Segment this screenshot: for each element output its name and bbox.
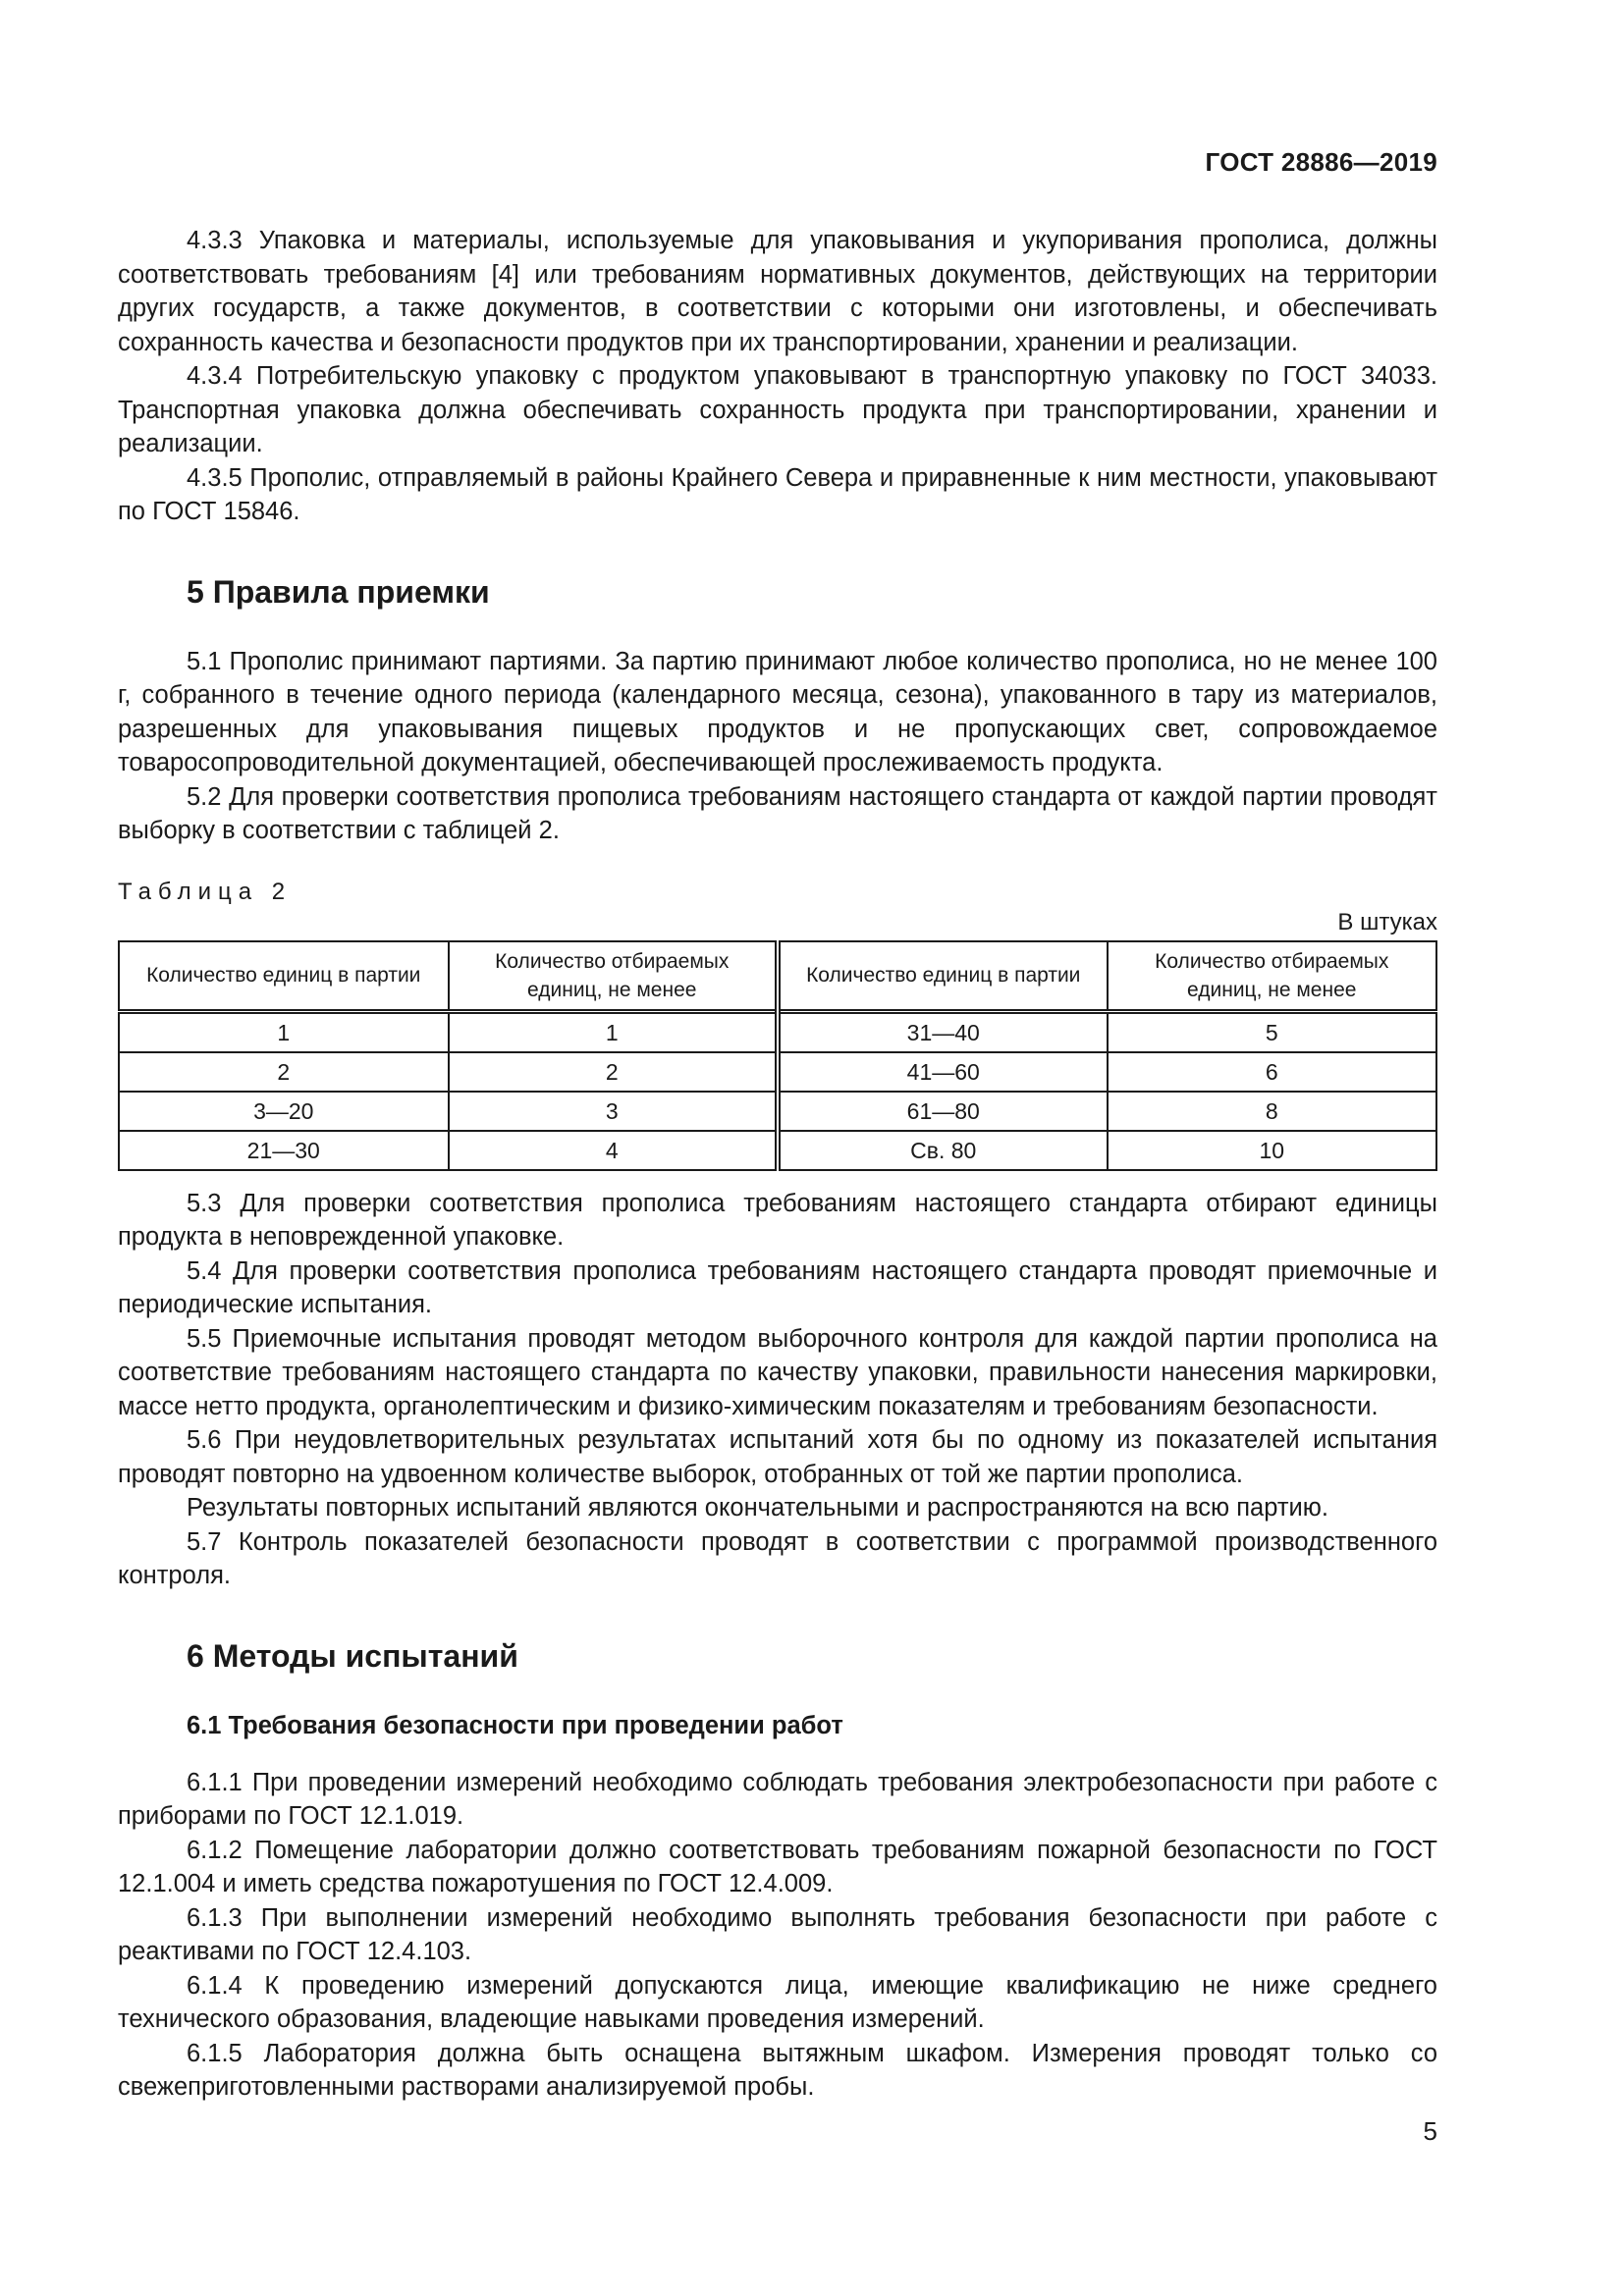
table-caption: Таблица 2 [118, 878, 293, 905]
page-content [118, 224, 1437, 2105]
table-cell: 2 [119, 1052, 449, 1092]
paragraph-6-1-4: 6.1.4 К проведению измерений допускаются лица, имеющие квалификацию не ниже среднего технического образования, владеющие навыками проведения измерений. [118, 1971, 1437, 2033]
paragraph-5-4: 5.4 Для проверки соответствия прополиса требованиям настоящего стандарта проводят приемочные и периодические испытания. [118, 1256, 1437, 1318]
table-cell: 5 [1108, 1011, 1437, 1052]
section-5-heading: 5 Правила приемки [187, 573, 490, 610]
paragraph-6-1-2: 6.1.2 Помещение лаборатории должно соответствовать требованиям пожарной безопасности по ГОСТ 12.1.004 и иметь средства пожаротушения по ГОСТ 12.4.009. [118, 1836, 1437, 1897]
table-units: В штуках [1337, 908, 1437, 935]
paragraph-5-7: 5.7 Контроль показателей безопасности проводят в соответствии с программой производственного контроля. [118, 1527, 1437, 1589]
page-number: 5 [1423, 2116, 1437, 2146]
table-cell: 61—80 [778, 1092, 1108, 1131]
table-cell: 1 [119, 1011, 449, 1052]
paragraph-5-1: 5.1 Прополис принимают партиями. За партию принимают любое количество прополиса, но не менее 100 г, собранного в течение одного периода (календарного месяца, сезона), упакованного в тару из материалов, разрешенных для упаковывания пищевых продуктов и не пропускающих свет, сопровождаемое товаросопроводительной документацией, обеспечивающей прослеживаемость продукта. [118, 647, 1437, 776]
table-cell: 31—40 [778, 1011, 1108, 1052]
sampling-table [118, 940, 1437, 1171]
subsection-6-1-heading: 6.1 Требования безопасности при проведении работ [187, 1711, 843, 1739]
table-cell: 3 [449, 1092, 779, 1131]
table-header-cell: Количество единиц в партии [119, 941, 449, 1012]
paragraph-5-6: 5.6 При неудовлетворительных результатах испытаний хотя бы по одному из показателей испытания проводят повторно на удвоенном количестве выборок, отобранных от той же партии прополиса. [118, 1426, 1437, 1488]
standard-code-header: ГОСТ 28886—2019 [1205, 147, 1437, 177]
paragraph-4-3-3: 4.3.3 Упаковка и материалы, используемые для упаковывания и укупоривания прополиса, должны соответствовать требованиям [4] или требованиям нормативных документов, действующих на территории других государств, а также документов, в соответствии с которыми они изготовлены, и обеспечивать сохранность качества и безопасности продуктов при их транспортировании, хранении и реализации. [118, 227, 1437, 356]
table-cell: 10 [1108, 1131, 1437, 1170]
paragraph-5-6-results: Результаты повторных испытаний являются окончательными и распространяются на всю партию. [187, 1494, 1328, 1522]
table-cell: 3—20 [119, 1092, 449, 1131]
paragraph-6-1-5: 6.1.5 Лаборатория должна быть оснащена вытяжным шкафом. Измерения проводят только со свежеприготовленными растворами анализируемой пробы. [118, 2039, 1437, 2101]
table-row [119, 1131, 1436, 1170]
paragraph-4-3-5: 4.3.5 Прополис, отправляемый в районы Крайнего Севера и приравненные к ним местности, упаковывают по ГОСТ 15846. [118, 463, 1437, 525]
paragraph-5-2: 5.2 Для проверки соответствия прополиса требованиям настоящего стандарта от каждой партии проводят выборку в соответствии с таблицей 2. [118, 782, 1437, 844]
table-cell: 41—60 [778, 1052, 1108, 1092]
paragraph-6-1-3: 6.1.3 При выполнении измерений необходимо выполнять требования безопасности при работе с реактивами по ГОСТ 12.4.103. [118, 1903, 1437, 1965]
table-cell: 8 [1108, 1092, 1437, 1131]
table-header-cell: Количество отбираемых единиц, не менее [449, 941, 779, 1012]
paragraph-4-3-4: 4.3.4 Потребительскую упаковку с продуктом упаковывают в транспортную упаковку по ГОСТ 34033. Транспортная упаковка должна обеспечивать сохранность продукта при транспортировании, хранении и реализации. [118, 362, 1437, 457]
paragraph-5-5: 5.5 Приемочные испытания проводят методом выборочного контроля для каждой партии прополиса на соответствие требованиям настоящего стандарта по качеству упаковки, правильности нанесения маркировки, массе нетто продукта, органолептическим и физико-химическим показателям и требованиям безопасности. [118, 1324, 1437, 1420]
table-row [119, 1011, 1436, 1052]
table-cell: Св. 80 [778, 1131, 1108, 1170]
table-header-row [119, 941, 1436, 1012]
paragraph-5-3: 5.3 Для проверки соответствия прополиса требованиям настоящего стандарта отбирают единицы продукта в неповрежденной упаковке. [118, 1189, 1437, 1251]
table-cell: 1 [449, 1011, 779, 1052]
paragraph-6-1-1: 6.1.1 При проведении измерений необходимо соблюдать требования электробезопасности при работе с приборами по ГОСТ 12.1.019. [118, 1768, 1437, 1830]
table-header-cell: Количество единиц в партии [778, 941, 1108, 1012]
table-cell: 6 [1108, 1052, 1437, 1092]
table-header-cell: Количество отбираемых единиц, не менее [1108, 941, 1437, 1012]
table-cell: 2 [449, 1052, 779, 1092]
table-cell: 21—30 [119, 1131, 449, 1170]
table-row [119, 1092, 1436, 1131]
section-6-heading: 6 Методы испытаний [187, 1637, 518, 1674]
table-row [119, 1052, 1436, 1092]
table-cell: 4 [449, 1131, 779, 1170]
